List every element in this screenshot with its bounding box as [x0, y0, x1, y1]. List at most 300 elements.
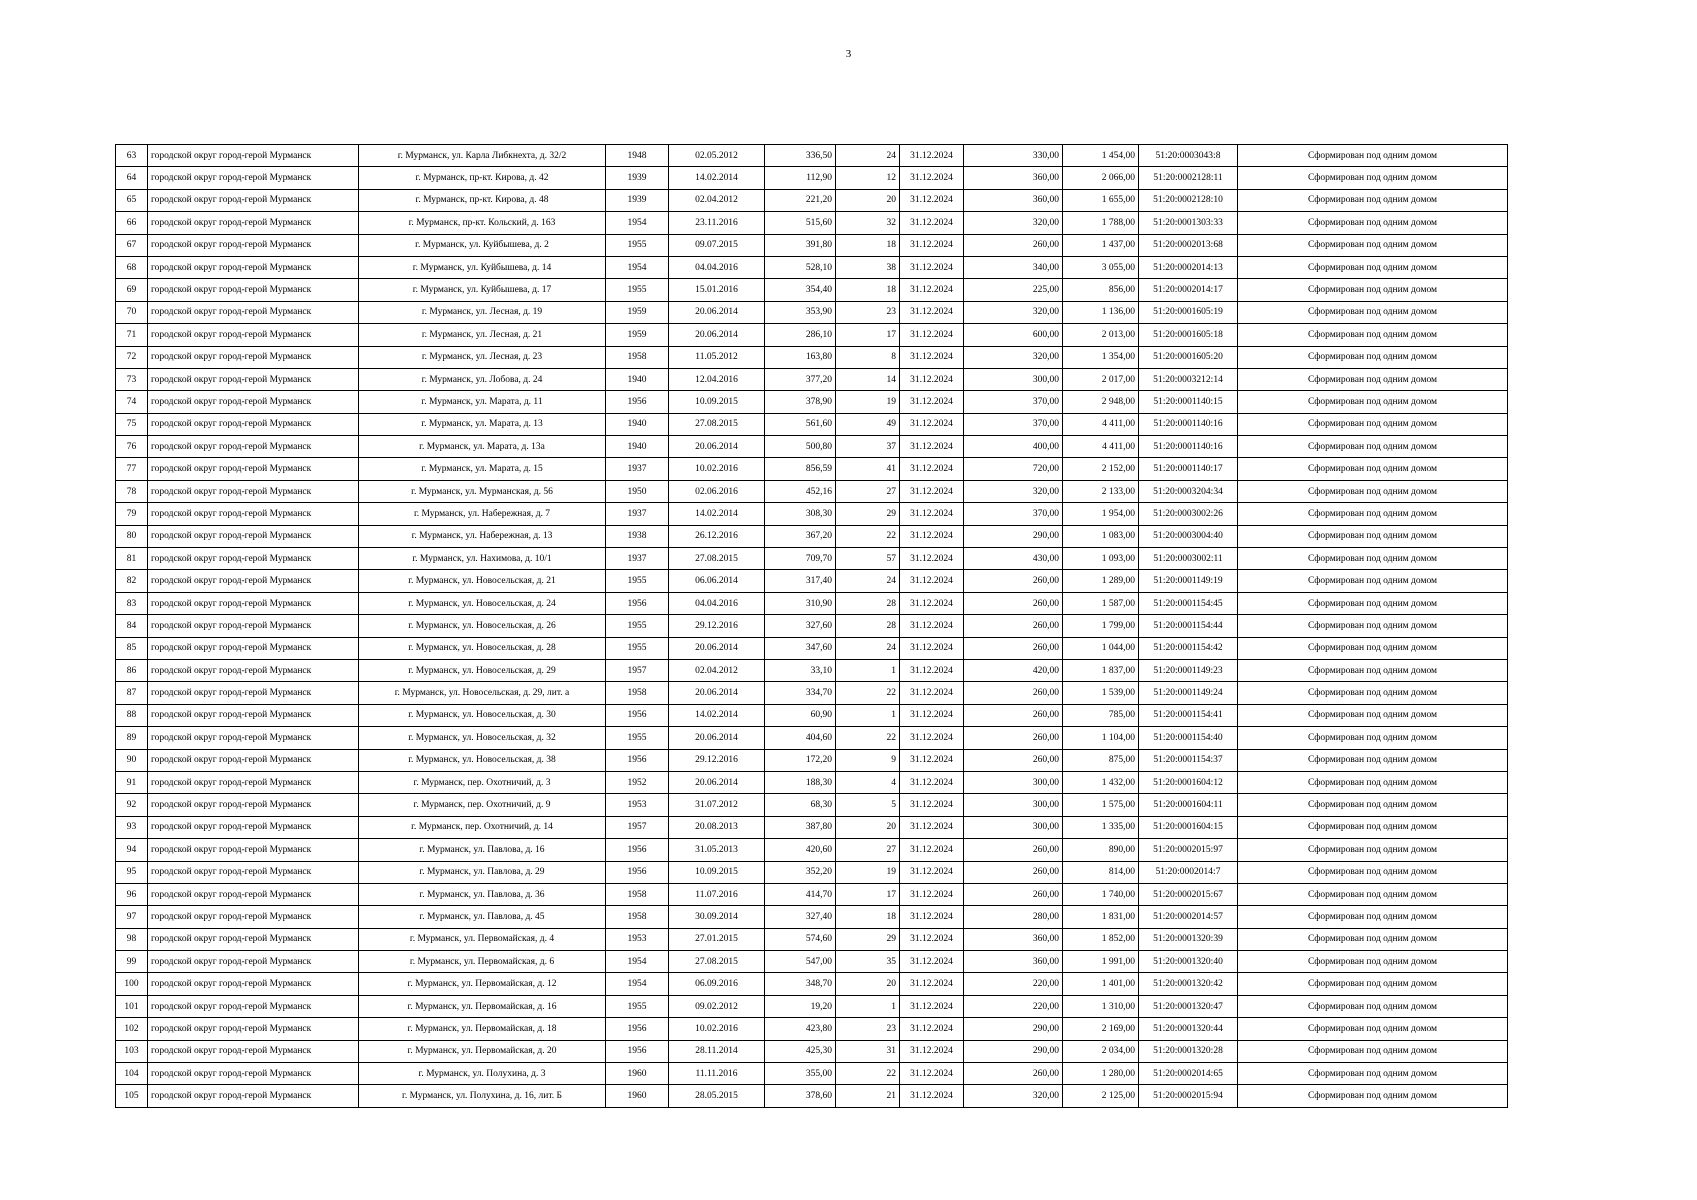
- residents-cell: 23: [836, 1018, 900, 1040]
- cost-cell: 340,00: [964, 256, 1063, 278]
- address-cell: г. Мурманск, ул. Мурманская, д. 56: [359, 480, 606, 502]
- address-cell: г. Мурманск, пер. Охотничий, д. 9: [359, 794, 606, 816]
- cost-cell: 370,00: [964, 391, 1063, 413]
- year-built-cell: 1956: [606, 861, 669, 883]
- area-cell: 391,80: [765, 234, 836, 256]
- recognition-date-cell: 20.06.2014: [669, 637, 765, 659]
- cost-cell: 225,00: [964, 279, 1063, 301]
- municipality-cell: городской округ город-герой Мурманск: [148, 727, 359, 749]
- cost-cell: 400,00: [964, 436, 1063, 458]
- recognition-date-cell: 11.07.2016: [669, 883, 765, 905]
- land-status-cell: Сформирован под одним домом: [1238, 928, 1508, 950]
- row-number-cell: 92: [116, 794, 148, 816]
- address-cell: г. Мурманск, ул. Павлова, д. 36: [359, 883, 606, 905]
- year-built-cell: 1960: [606, 1085, 669, 1107]
- year-built-cell: 1956: [606, 1040, 669, 1062]
- planned-date-cell: 31.12.2024: [900, 839, 964, 861]
- address-cell: г. Мурманск, ул. Марата, д. 11: [359, 391, 606, 413]
- recognition-date-cell: 23.11.2016: [669, 212, 765, 234]
- residents-cell: 31: [836, 1040, 900, 1062]
- row-number-cell: 103: [116, 1040, 148, 1062]
- recognition-date-cell: 09.02.2012: [669, 995, 765, 1017]
- planned-date-cell: 31.12.2024: [900, 525, 964, 547]
- address-cell: г. Мурманск, ул. Первомайская, д. 6: [359, 951, 606, 973]
- address-cell: г. Мурманск, ул. Первомайская, д. 16: [359, 995, 606, 1017]
- row-number-cell: 104: [116, 1063, 148, 1085]
- year-built-cell: 1954: [606, 973, 669, 995]
- residents-cell: 32: [836, 212, 900, 234]
- planned-date-cell: 31.12.2024: [900, 816, 964, 838]
- row-number-cell: 89: [116, 727, 148, 749]
- land-area-cell: 1 335,00: [1063, 816, 1139, 838]
- recognition-date-cell: 02.04.2012: [669, 659, 765, 681]
- cadastral-number-cell: 51:20:0001154:42: [1139, 637, 1238, 659]
- table-row: [116, 928, 1508, 950]
- address-cell: г. Мурманск, ул. Первомайская, д. 18: [359, 1018, 606, 1040]
- cost-cell: 260,00: [964, 839, 1063, 861]
- municipality-cell: городской округ город-герой Мурманск: [148, 682, 359, 704]
- municipality-cell: городской округ город-герой Мурманск: [148, 189, 359, 211]
- address-cell: г. Мурманск, ул. Новосельская, д. 29, лит. а: [359, 682, 606, 704]
- land-area-cell: 1 655,00: [1063, 189, 1139, 211]
- municipality-cell: городской округ город-герой Мурманск: [148, 592, 359, 614]
- cost-cell: 300,00: [964, 794, 1063, 816]
- cadastral-number-cell: 51:20:0001320:47: [1139, 995, 1238, 1017]
- year-built-cell: 1956: [606, 749, 669, 771]
- area-cell: 68,30: [765, 794, 836, 816]
- year-built-cell: 1953: [606, 794, 669, 816]
- land-status-cell: Сформирован под одним домом: [1238, 1018, 1508, 1040]
- planned-date-cell: 31.12.2024: [900, 749, 964, 771]
- address-cell: г. Мурманск, пер. Охотничий, д. 3: [359, 771, 606, 793]
- year-built-cell: 1956: [606, 839, 669, 861]
- land-area-cell: 1 740,00: [1063, 883, 1139, 905]
- cost-cell: 290,00: [964, 1040, 1063, 1062]
- row-number-cell: 97: [116, 906, 148, 928]
- cost-cell: 330,00: [964, 145, 1063, 167]
- cadastral-number-cell: 51:20:0001149:19: [1139, 570, 1238, 592]
- year-built-cell: 1938: [606, 525, 669, 547]
- land-status-cell: Сформирован под одним домом: [1238, 839, 1508, 861]
- address-cell: г. Мурманск, ул. Куйбышева, д. 14: [359, 256, 606, 278]
- land-area-cell: 2 948,00: [1063, 391, 1139, 413]
- planned-date-cell: 31.12.2024: [900, 951, 964, 973]
- row-number-cell: 85: [116, 637, 148, 659]
- municipality-cell: городской округ город-герой Мурманск: [148, 906, 359, 928]
- planned-date-cell: 31.12.2024: [900, 883, 964, 905]
- cadastral-number-cell: 51:20:0001140:15: [1139, 391, 1238, 413]
- planned-date-cell: 31.12.2024: [900, 995, 964, 1017]
- municipality-cell: городской округ город-герой Мурманск: [148, 167, 359, 189]
- area-cell: 378,90: [765, 391, 836, 413]
- residents-cell: 4: [836, 771, 900, 793]
- recognition-date-cell: 02.04.2012: [669, 189, 765, 211]
- table-row: [116, 704, 1508, 726]
- area-cell: 574,60: [765, 928, 836, 950]
- land-area-cell: 1 280,00: [1063, 1063, 1139, 1085]
- table-row: [116, 995, 1508, 1017]
- cadastral-number-cell: 51:20:0002015:94: [1139, 1085, 1238, 1107]
- planned-date-cell: 31.12.2024: [900, 861, 964, 883]
- municipality-cell: городской округ город-герой Мурманск: [148, 1085, 359, 1107]
- area-cell: 404,60: [765, 727, 836, 749]
- residents-cell: 28: [836, 615, 900, 637]
- cadastral-number-cell: 51:20:0002014:57: [1139, 906, 1238, 928]
- area-cell: 347,60: [765, 637, 836, 659]
- cost-cell: 260,00: [964, 615, 1063, 637]
- residents-cell: 41: [836, 458, 900, 480]
- residents-cell: 24: [836, 637, 900, 659]
- row-number-cell: 96: [116, 883, 148, 905]
- cadastral-number-cell: 51:20:0003043:8: [1139, 145, 1238, 167]
- year-built-cell: 1937: [606, 548, 669, 570]
- cost-cell: 300,00: [964, 368, 1063, 390]
- year-built-cell: 1937: [606, 458, 669, 480]
- row-number-cell: 75: [116, 413, 148, 435]
- municipality-cell: городской округ город-герой Мурманск: [148, 368, 359, 390]
- recognition-date-cell: 30.09.2014: [669, 906, 765, 928]
- recognition-date-cell: 27.08.2015: [669, 951, 765, 973]
- land-area-cell: 4 411,00: [1063, 436, 1139, 458]
- year-built-cell: 1948: [606, 145, 669, 167]
- table-row: [116, 1040, 1508, 1062]
- residents-cell: 27: [836, 480, 900, 502]
- area-cell: 528,10: [765, 256, 836, 278]
- land-status-cell: Сформирован под одним домом: [1238, 771, 1508, 793]
- year-built-cell: 1956: [606, 592, 669, 614]
- recognition-date-cell: 29.12.2016: [669, 749, 765, 771]
- residents-cell: 19: [836, 861, 900, 883]
- planned-date-cell: 31.12.2024: [900, 548, 964, 570]
- area-cell: 336,50: [765, 145, 836, 167]
- cadastral-number-cell: 51:20:0001303:33: [1139, 212, 1238, 234]
- area-cell: 515,60: [765, 212, 836, 234]
- recognition-date-cell: 28.11.2014: [669, 1040, 765, 1062]
- planned-date-cell: 31.12.2024: [900, 256, 964, 278]
- municipality-cell: городской округ город-герой Мурманск: [148, 861, 359, 883]
- land-status-cell: Сформирован под одним домом: [1238, 951, 1508, 973]
- table-row: [116, 592, 1508, 614]
- municipality-cell: городской округ город-герой Мурманск: [148, 570, 359, 592]
- area-cell: 348,70: [765, 973, 836, 995]
- row-number-cell: 63: [116, 145, 148, 167]
- land-area-cell: 1 401,00: [1063, 973, 1139, 995]
- address-cell: г. Мурманск, пр-кт. Кирова, д. 42: [359, 167, 606, 189]
- residents-cell: 38: [836, 256, 900, 278]
- land-status-cell: Сформирован под одним домом: [1238, 659, 1508, 681]
- land-area-cell: 1 852,00: [1063, 928, 1139, 950]
- land-status-cell: Сформирован под одним домом: [1238, 167, 1508, 189]
- cost-cell: 600,00: [964, 324, 1063, 346]
- recognition-date-cell: 14.02.2014: [669, 704, 765, 726]
- row-number-cell: 80: [116, 525, 148, 547]
- cost-cell: 280,00: [964, 906, 1063, 928]
- address-cell: г. Мурманск, ул. Новосельская, д. 21: [359, 570, 606, 592]
- cadastral-number-cell: 51:20:0002014:17: [1139, 279, 1238, 301]
- recognition-date-cell: 11.11.2016: [669, 1063, 765, 1085]
- land-area-cell: 1 437,00: [1063, 234, 1139, 256]
- municipality-cell: городской округ город-герой Мурманск: [148, 301, 359, 323]
- cost-cell: 260,00: [964, 570, 1063, 592]
- row-number-cell: 81: [116, 548, 148, 570]
- recognition-date-cell: 31.05.2013: [669, 839, 765, 861]
- cadastral-number-cell: 51:20:0003002:11: [1139, 548, 1238, 570]
- row-number-cell: 84: [116, 615, 148, 637]
- address-cell: г. Мурманск, ул. Марата, д. 15: [359, 458, 606, 480]
- area-cell: 423,80: [765, 1018, 836, 1040]
- cadastral-number-cell: 51:20:0002013:68: [1139, 234, 1238, 256]
- year-built-cell: 1955: [606, 637, 669, 659]
- area-cell: 352,20: [765, 861, 836, 883]
- municipality-cell: городской округ город-герой Мурманск: [148, 928, 359, 950]
- year-built-cell: 1958: [606, 906, 669, 928]
- area-cell: 452,16: [765, 480, 836, 502]
- planned-date-cell: 31.12.2024: [900, 704, 964, 726]
- address-cell: г. Мурманск, ул. Марата, д. 13: [359, 413, 606, 435]
- row-number-cell: 102: [116, 1018, 148, 1040]
- table-row: [116, 413, 1508, 435]
- table-row: [116, 189, 1508, 211]
- land-status-cell: Сформирован под одним домом: [1238, 346, 1508, 368]
- recognition-date-cell: 31.07.2012: [669, 794, 765, 816]
- recognition-date-cell: 10.02.2016: [669, 458, 765, 480]
- address-cell: г. Мурманск, ул. Лесная, д. 21: [359, 324, 606, 346]
- land-area-cell: 1 575,00: [1063, 794, 1139, 816]
- municipality-cell: городской округ город-герой Мурманск: [148, 839, 359, 861]
- table-row: [116, 368, 1508, 390]
- recognition-date-cell: 02.05.2012: [669, 145, 765, 167]
- table-row: [116, 570, 1508, 592]
- land-status-cell: Сформирован под одним домом: [1238, 436, 1508, 458]
- planned-date-cell: 31.12.2024: [900, 615, 964, 637]
- residents-cell: 29: [836, 503, 900, 525]
- residents-cell: 22: [836, 682, 900, 704]
- municipality-cell: городской округ город-герой Мурманск: [148, 951, 359, 973]
- residents-cell: 29: [836, 928, 900, 950]
- area-cell: 856,59: [765, 458, 836, 480]
- year-built-cell: 1955: [606, 279, 669, 301]
- residents-cell: 14: [836, 368, 900, 390]
- land-area-cell: 1 831,00: [1063, 906, 1139, 928]
- land-area-cell: 2 125,00: [1063, 1085, 1139, 1107]
- year-built-cell: 1959: [606, 324, 669, 346]
- year-built-cell: 1955: [606, 234, 669, 256]
- cadastral-number-cell: 51:20:0003212:14: [1139, 368, 1238, 390]
- year-built-cell: 1954: [606, 212, 669, 234]
- year-built-cell: 1959: [606, 301, 669, 323]
- recognition-date-cell: 11.05.2012: [669, 346, 765, 368]
- recognition-date-cell: 27.08.2015: [669, 413, 765, 435]
- row-number-cell: 69: [116, 279, 148, 301]
- year-built-cell: 1954: [606, 951, 669, 973]
- year-built-cell: 1953: [606, 928, 669, 950]
- planned-date-cell: 31.12.2024: [900, 167, 964, 189]
- planned-date-cell: 31.12.2024: [900, 1018, 964, 1040]
- year-built-cell: 1960: [606, 1063, 669, 1085]
- recognition-date-cell: 20.06.2014: [669, 436, 765, 458]
- land-status-cell: Сформирован под одним домом: [1238, 458, 1508, 480]
- land-area-cell: 814,00: [1063, 861, 1139, 883]
- year-built-cell: 1940: [606, 368, 669, 390]
- cost-cell: 360,00: [964, 951, 1063, 973]
- cost-cell: 320,00: [964, 346, 1063, 368]
- address-cell: г. Мурманск, ул. Новосельская, д. 26: [359, 615, 606, 637]
- residents-cell: 19: [836, 391, 900, 413]
- address-cell: г. Мурманск, ул. Лобова, д. 24: [359, 368, 606, 390]
- cadastral-number-cell: 51:20:0002015:67: [1139, 883, 1238, 905]
- residents-cell: 28: [836, 592, 900, 614]
- residents-cell: 12: [836, 167, 900, 189]
- land-status-cell: Сформирован под одним домом: [1238, 973, 1508, 995]
- planned-date-cell: 31.12.2024: [900, 189, 964, 211]
- cadastral-number-cell: 51:20:0001154:44: [1139, 615, 1238, 637]
- municipality-cell: городской округ город-герой Мурманск: [148, 704, 359, 726]
- year-built-cell: 1939: [606, 189, 669, 211]
- row-number-cell: 100: [116, 973, 148, 995]
- address-cell: г. Мурманск, ул. Новосельская, д. 24: [359, 592, 606, 614]
- address-cell: г. Мурманск, пр-кт. Кольский, д. 163: [359, 212, 606, 234]
- planned-date-cell: 31.12.2024: [900, 1063, 964, 1085]
- area-cell: 353,90: [765, 301, 836, 323]
- year-built-cell: 1955: [606, 570, 669, 592]
- address-cell: г. Мурманск, ул. Набережная, д. 7: [359, 503, 606, 525]
- residents-cell: 18: [836, 906, 900, 928]
- cost-cell: 430,00: [964, 548, 1063, 570]
- cost-cell: 260,00: [964, 861, 1063, 883]
- residents-cell: 22: [836, 525, 900, 547]
- area-cell: 500,80: [765, 436, 836, 458]
- cadastral-number-cell: 51:20:0001604:11: [1139, 794, 1238, 816]
- land-area-cell: 1 083,00: [1063, 525, 1139, 547]
- row-number-cell: 64: [116, 167, 148, 189]
- year-built-cell: 1956: [606, 391, 669, 413]
- land-status-cell: Сформирован под одним домом: [1238, 794, 1508, 816]
- municipality-cell: городской округ город-герой Мурманск: [148, 391, 359, 413]
- cost-cell: 220,00: [964, 995, 1063, 1017]
- recognition-date-cell: 20.06.2014: [669, 727, 765, 749]
- row-number-cell: 71: [116, 324, 148, 346]
- cadastral-number-cell: 51:20:0001154:40: [1139, 727, 1238, 749]
- land-status-cell: Сформирован под одним домом: [1238, 480, 1508, 502]
- year-built-cell: 1956: [606, 1018, 669, 1040]
- year-built-cell: 1937: [606, 503, 669, 525]
- year-built-cell: 1957: [606, 659, 669, 681]
- cost-cell: 420,00: [964, 659, 1063, 681]
- area-cell: 414,70: [765, 883, 836, 905]
- land-status-cell: Сформирован под одним домом: [1238, 548, 1508, 570]
- row-number-cell: 98: [116, 928, 148, 950]
- cadastral-number-cell: 51:20:0001320:40: [1139, 951, 1238, 973]
- table-row: [116, 615, 1508, 637]
- residents-cell: 27: [836, 839, 900, 861]
- address-cell: г. Мурманск, ул. Карла Либкнехта, д. 32/2: [359, 145, 606, 167]
- year-built-cell: 1955: [606, 615, 669, 637]
- page-number: 3: [845, 48, 852, 60]
- cost-cell: 370,00: [964, 413, 1063, 435]
- table-row: [116, 749, 1508, 771]
- address-cell: г. Мурманск, ул. Первомайская, д. 4: [359, 928, 606, 950]
- address-cell: г. Мурманск, ул. Павлова, д. 29: [359, 861, 606, 883]
- row-number-cell: 73: [116, 368, 148, 390]
- cadastral-number-cell: 51:20:0001154:41: [1139, 704, 1238, 726]
- planned-date-cell: 31.12.2024: [900, 794, 964, 816]
- year-built-cell: 1955: [606, 727, 669, 749]
- cadastral-number-cell: 51:20:0002014:7: [1139, 861, 1238, 883]
- address-cell: г. Мурманск, пр-кт. Кирова, д. 48: [359, 189, 606, 211]
- row-number-cell: 65: [116, 189, 148, 211]
- land-area-cell: 1 954,00: [1063, 503, 1139, 525]
- row-number-cell: 93: [116, 816, 148, 838]
- recognition-date-cell: 27.08.2015: [669, 548, 765, 570]
- cadastral-number-cell: 51:20:0001154:45: [1139, 592, 1238, 614]
- cadastral-number-cell: 51:20:0002128:10: [1139, 189, 1238, 211]
- table-row: [116, 637, 1508, 659]
- planned-date-cell: 31.12.2024: [900, 928, 964, 950]
- land-status-cell: Сформирован под одним домом: [1238, 1085, 1508, 1107]
- recognition-date-cell: 14.02.2014: [669, 503, 765, 525]
- land-status-cell: Сформирован под одним домом: [1238, 189, 1508, 211]
- address-cell: г. Мурманск, ул. Нахимова, д. 10/1: [359, 548, 606, 570]
- address-cell: г. Мурманск, ул. Первомайская, д. 12: [359, 973, 606, 995]
- cost-cell: 360,00: [964, 189, 1063, 211]
- land-area-cell: 1 044,00: [1063, 637, 1139, 659]
- address-cell: г. Мурманск, ул. Лесная, д. 23: [359, 346, 606, 368]
- residents-cell: 1: [836, 995, 900, 1017]
- cadastral-number-cell: 51:20:0001140:16: [1139, 436, 1238, 458]
- cadastral-number-cell: 51:20:0001140:16: [1139, 413, 1238, 435]
- year-built-cell: 1940: [606, 413, 669, 435]
- table-row: [116, 883, 1508, 905]
- year-built-cell: 1954: [606, 256, 669, 278]
- area-cell: 547,00: [765, 951, 836, 973]
- municipality-cell: городской округ город-герой Мурманск: [148, 480, 359, 502]
- municipality-cell: городской округ город-герой Мурманск: [148, 413, 359, 435]
- cost-cell: 360,00: [964, 167, 1063, 189]
- land-status-cell: Сформирован под одним домом: [1238, 704, 1508, 726]
- cost-cell: 290,00: [964, 525, 1063, 547]
- cadastral-number-cell: 51:20:0001605:18: [1139, 324, 1238, 346]
- table-row: [116, 816, 1508, 838]
- address-cell: г. Мурманск, пер. Охотничий, д. 14: [359, 816, 606, 838]
- year-built-cell: 1950: [606, 480, 669, 502]
- cost-cell: 370,00: [964, 503, 1063, 525]
- residents-cell: 20: [836, 973, 900, 995]
- cadastral-number-cell: 51:20:0001605:20: [1139, 346, 1238, 368]
- table-row: [116, 1063, 1508, 1085]
- land-status-cell: Сформирован под одним домом: [1238, 749, 1508, 771]
- year-built-cell: 1958: [606, 346, 669, 368]
- row-number-cell: 76: [116, 436, 148, 458]
- planned-date-cell: 31.12.2024: [900, 234, 964, 256]
- residents-cell: 22: [836, 727, 900, 749]
- year-built-cell: 1940: [606, 436, 669, 458]
- row-number-cell: 82: [116, 570, 148, 592]
- land-area-cell: 1 310,00: [1063, 995, 1139, 1017]
- housing-registry-table: [115, 144, 1508, 1108]
- row-number-cell: 90: [116, 749, 148, 771]
- cost-cell: 300,00: [964, 816, 1063, 838]
- municipality-cell: городской округ город-герой Мурманск: [148, 973, 359, 995]
- address-cell: г. Мурманск, ул. Павлова, д. 45: [359, 906, 606, 928]
- land-status-cell: Сформирован под одним домом: [1238, 234, 1508, 256]
- cadastral-number-cell: 51:20:0001149:23: [1139, 659, 1238, 681]
- row-number-cell: 94: [116, 839, 148, 861]
- area-cell: 377,20: [765, 368, 836, 390]
- cost-cell: 260,00: [964, 704, 1063, 726]
- recognition-date-cell: 20.06.2014: [669, 771, 765, 793]
- row-number-cell: 87: [116, 682, 148, 704]
- cost-cell: 260,00: [964, 749, 1063, 771]
